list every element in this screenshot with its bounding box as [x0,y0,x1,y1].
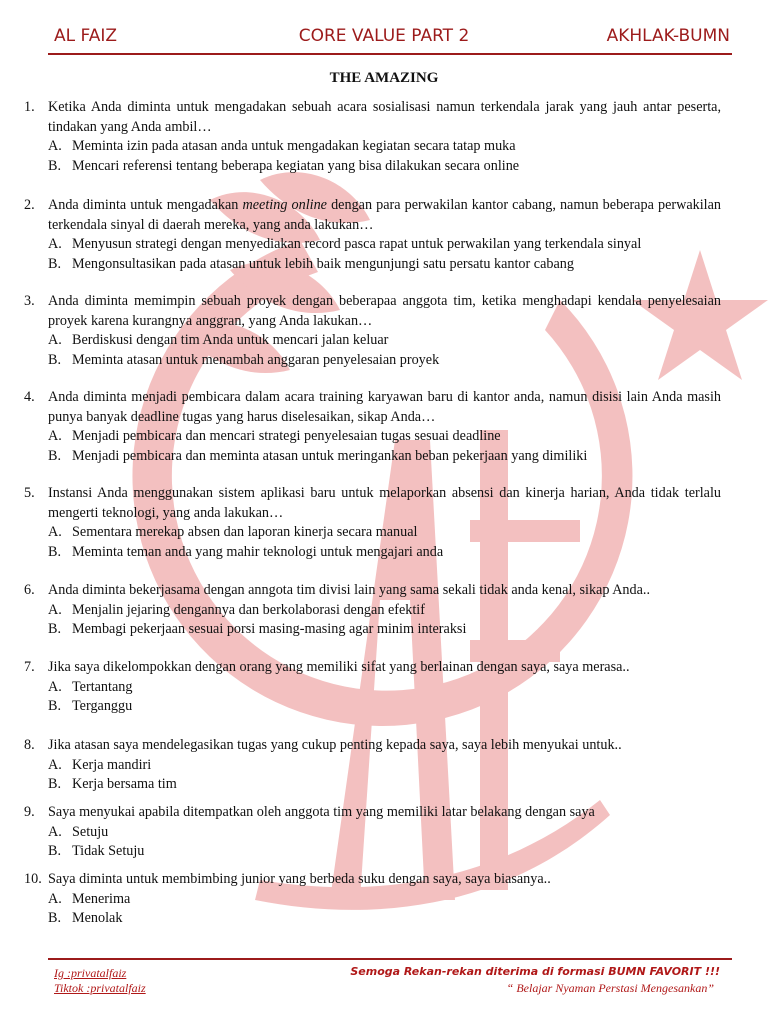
option-letter: B. [48,698,62,714]
question-text [48,98,721,137]
answer-option[interactable] [24,523,721,543]
question-text-part: Jika atasan saya mendelegasikan tugas yang cukup penting kepada saya, saya lebih menyukai untuk.. [48,737,622,753]
question-2 [24,196,721,274]
header-title: CORE VALUE PART 2 [298,26,470,46]
question-text [48,581,721,601]
question-number: 7. [24,659,35,675]
question-stem [24,196,721,235]
option-text: Tertantang [72,678,133,695]
option-text: Sementara merekap absen dan laporan kinerja secara manual [72,524,418,540]
question-text-part: Anda diminta memimpin sebuah proyek dengan beberapaa anggota tim, ketika menghadapi kendala penyelesaian proyek karena kurangnya anggran, yang Anda lakukan… [48,293,721,329]
question-text [48,292,721,331]
option-text: Meminta atasan untuk menambah anggaran penyelesaian proyek [72,351,440,368]
question-number: 3. [24,293,35,309]
option-text: Tidak Setuju [72,843,145,859]
question-text-part: Anda diminta bekerjasama dengan anngota tim divisi lain yang sama sekali tidak anda kenal, sikap Anda.. [48,582,651,598]
option-text: Kerja bersama tim [72,776,177,792]
question-stem [24,388,721,427]
answer-option[interactable] [24,255,721,275]
header-brand: AL FAIZ [54,26,118,46]
option-text: Mengonsultasikan pada atasan untuk lebih baik mengunjungi satu persatu kantor cabang [72,255,574,272]
question-1 [24,98,721,176]
option-letter: B. [48,843,62,859]
answer-option[interactable] [24,678,721,698]
answer-option[interactable] [24,157,721,177]
question-text [48,196,721,235]
question-5 [24,484,721,562]
option-letter: A. [48,138,62,154]
answer-option[interactable] [24,775,721,795]
question-number: 9. [24,804,35,820]
question-number: 8. [24,737,35,753]
footer-slogan: Semoga Rekan-rekan diterima di formasi BUMN FAVORIT !!! [350,965,720,978]
option-text: Berdiskusi dengan tim Anda untuk mencari jalan keluar [72,332,389,348]
answer-option[interactable] [24,331,721,351]
option-text: Menjadi pembicara dan meminta atasan untuk meringankan beban pekerjaan yang dimiliki [72,447,588,464]
question-text [48,870,721,890]
answer-option[interactable] [24,601,721,621]
option-letter: A. [48,601,62,618]
option-letter: B. [48,447,62,464]
option-letter: A. [48,332,62,348]
question-7 [24,658,721,717]
question-stem [24,870,721,890]
option-letter: A. [48,678,62,695]
answer-option[interactable] [24,543,721,563]
question-stem [24,803,721,823]
option-letter: A. [48,823,62,840]
footer-motto: “ Belajar Nyaman Perstasi Mengesankan” [506,981,714,995]
question-text-part: Instansi Anda menggunakan sistem aplikasi baru untuk melaporkan absensi dan kinerja harian, Anda tidak terlalu mengerti teknologi, yang anda lakukan… [48,485,721,521]
question-6 [24,581,721,640]
question-number: 4. [24,389,35,405]
answer-option[interactable] [24,823,721,843]
question-text-part: Jika saya dikelompokkan dengan orang yang memiliki sifat yang berlainan dengan saya, saya merasa.. [48,659,630,675]
instagram-link[interactable]: Ig :privatalfaiz [54,966,127,980]
question-text-part: Anda diminta untuk mengadakan [48,197,243,213]
question-text-part: meeting online [242,197,327,213]
question-text-part: Anda diminta menjadi pembicara dalam acara training karyawan baru di kantor anda, namun disisi lain Anda masih punya banyak deadline tugas yang harus diselesaikan, sikap Anda… [48,389,721,425]
question-stem [24,658,721,678]
option-text: Menjalin jejaring dengannya dan berkolaborasi dengan efektif [72,601,425,618]
question-text-part: dengan para perwakilan kantor cabang, namun beberapa perwakilan terkendala sinyal di daerah mereka, yang anda lakukan… [48,197,721,233]
question-number: 6. [24,582,35,598]
question-text-part: Ketika Anda diminta untuk mengadakan sebuah acara sosialisasi namun terkendala jarak yang jauh antar peserta, tindakan yang Anda ambil… [48,99,721,135]
question-number: 5. [24,485,35,501]
option-text: Kerja mandiri [72,756,152,773]
option-text: Menerima [72,890,131,907]
option-text: Membagi pekerjaan sesuai porsi masing-masing agar minim interaksi [72,621,467,637]
option-letter: A. [48,236,62,252]
question-stem [24,484,721,523]
option-letter: B. [48,255,62,272]
option-letter: B. [48,351,62,368]
option-letter: B. [48,621,62,637]
answer-option[interactable] [24,842,721,862]
answer-option[interactable] [24,447,721,467]
answer-option[interactable] [24,427,721,447]
answer-option[interactable] [24,909,721,929]
answer-option[interactable] [24,235,721,255]
question-number: 2. [24,197,35,213]
option-text: Meminta izin pada atasan anda untuk mengadakan kegiatan secara tatap muka [72,138,516,154]
question-3 [24,292,721,370]
header-subject: AKHLAK-BUMN [606,26,730,46]
option-text: Setuju [72,823,109,840]
answer-option[interactable] [24,756,721,776]
section-title: THE AMAZING [329,70,439,86]
option-text: Meminta teman anda yang mahir teknologi untuk mengajari anda [72,543,444,560]
question-text [48,803,721,823]
answer-option[interactable] [24,137,721,157]
question-number: 1. [24,99,35,115]
question-number: 10. [24,871,42,887]
question-4 [24,388,721,466]
answer-option[interactable] [24,697,721,717]
answer-option[interactable] [24,890,721,910]
page-header [0,26,768,52]
tiktok-link[interactable]: Tiktok :privatalfaiz [54,981,146,995]
question-9 [24,803,721,862]
question-stem [24,581,721,601]
question-text [48,736,721,756]
option-letter: A. [48,524,62,540]
option-letter: A. [48,890,62,907]
question-8 [24,736,721,795]
option-text: Menjadi pembicara dan mencari strategi penyelesaian tugas sesuai deadline [72,428,501,444]
option-letter: A. [48,428,62,444]
header-divider [48,53,732,55]
question-text [48,658,721,678]
answer-option[interactable] [24,351,721,371]
question-text [48,484,721,523]
question-text [48,388,721,427]
option-letter: B. [48,543,62,560]
option-letter: B. [48,776,62,792]
footer-divider [48,958,732,960]
question-stem [24,736,721,756]
question-stem [24,292,721,331]
option-text: Terganggu [72,698,133,714]
option-letter: B. [48,157,62,174]
option-text: Menyusun strategi dengan menyediakan record pasca rapat untuk perwakilan yang terkendala sinyal [72,236,642,252]
question-text-part: Saya menyukai apabila ditempatkan oleh anggota tim yang memiliki latar belakang dengan saya [48,804,595,820]
option-text: Mencari referensi tentang beberapa kegiatan yang bisa dilakukan secara online [72,157,520,174]
option-letter: A. [48,756,62,773]
option-text: Menolak [72,910,123,926]
answer-option[interactable] [24,620,721,640]
question-text-part: Saya diminta untuk membimbing junior yang berbeda suku dengan saya, saya biasanya.. [48,871,551,887]
question-stem [24,98,721,137]
question-10 [24,870,721,929]
option-letter: B. [48,910,62,926]
